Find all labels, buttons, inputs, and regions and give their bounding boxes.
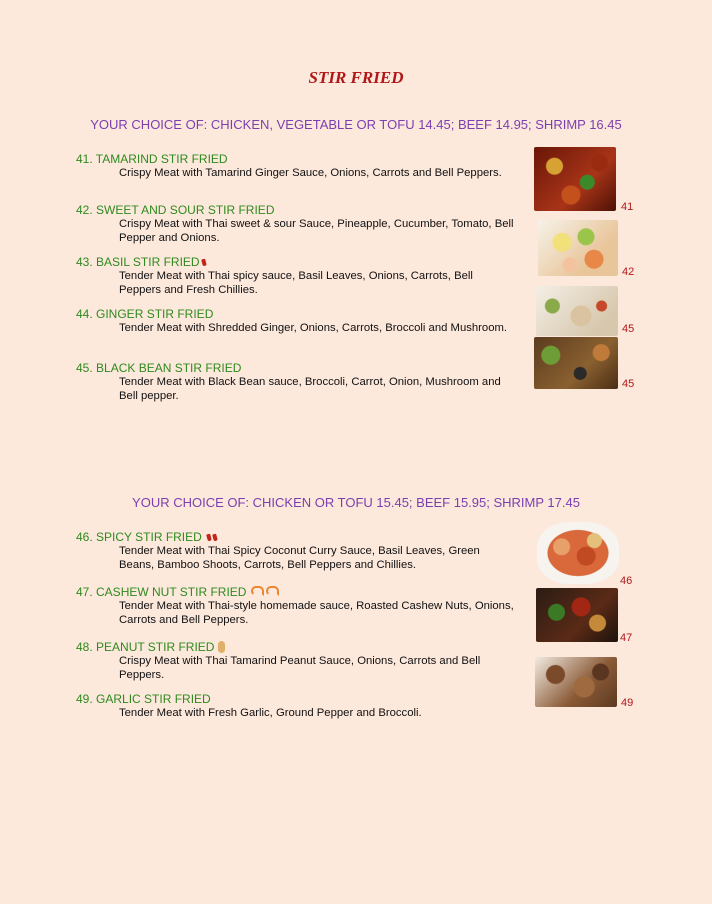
item-name: 43. BASIL STIR FRIED <box>76 255 200 269</box>
section2-price-choice: YOUR CHOICE OF: CHICKEN OR TOFU 15.45; BEEF 15.95; SHRIMP 17.45 <box>132 495 580 510</box>
item-name-row <box>76 585 516 599</box>
menu-item-47 <box>76 585 516 627</box>
pepper-icon <box>212 534 218 542</box>
shrimp-icon <box>266 586 279 596</box>
shrimp-icon <box>251 586 264 596</box>
dish-photo-46 <box>537 522 619 584</box>
item-name: 46. SPICY STIR FRIED <box>76 530 202 544</box>
item-name-row <box>76 530 516 544</box>
menu-item-46 <box>76 530 516 572</box>
menu-item-42 <box>76 203 516 245</box>
page-title: STIR FRIED <box>308 68 404 87</box>
dish-photo-47 <box>536 588 618 642</box>
item-name: 49. GARLIC STIR FRIED <box>76 692 211 706</box>
dish-photo-43 <box>536 286 618 336</box>
item-description: Crispy Meat with Thai sweet & sour Sauce, Pineapple, Cucumber, Tomato, Bell Pepper and Onions. <box>119 218 514 244</box>
item-name-row <box>76 255 516 269</box>
item-description: Tender Meat with Shredded Ginger, Onions, Carrots, Broccoli and Mushroom. <box>119 322 508 334</box>
item-name: 47. CASHEW NUT STIR FRIED <box>76 585 247 599</box>
item-name: 45. BLACK BEAN STIR FRIED <box>76 361 242 375</box>
item-description: Tender Meat with Thai Spicy Coconut Curry Sauce, Basil Leaves, Green Beans, Bamboo Shoots, Carrots, Bell Peppers and Chillies. <box>119 545 480 571</box>
menu-item-45 <box>76 361 516 403</box>
section1-price-choice: YOUR CHOICE OF: CHICKEN, VEGETABLE OR TOFU 14.45; BEEF 14.95; SHRIMP 16.45 <box>90 117 622 132</box>
item-description: Tender Meat with Black Bean sauce, Broccoli, Carrot, Onion, Mushroom and Bell pepper. <box>119 376 501 402</box>
photo-number: 41 <box>621 201 634 213</box>
item-description: Tender Meat with Fresh Garlic, Ground Pepper and Broccoli. <box>119 707 422 719</box>
item-description: Crispy Meat with Thai Tamarind Peanut Sauce, Onions, Carrots and Bell Peppers. <box>119 655 481 681</box>
photo-number: 49 <box>621 697 634 709</box>
dish-photo-48 <box>535 657 617 707</box>
menu-item-48 <box>76 640 516 682</box>
photo-number: 45 <box>622 323 635 335</box>
photo-number: 46 <box>620 575 633 587</box>
item-name: 44. GINGER STIR FRIED <box>76 307 214 321</box>
pepper-icon <box>206 534 212 542</box>
menu-item-44 <box>76 307 516 335</box>
item-name: 42. SWEET AND SOUR STIR FRIED <box>76 203 275 217</box>
item-name: 48. PEANUT STIR FRIED <box>76 640 215 654</box>
dish-photo-42 <box>538 220 618 276</box>
dish-photo-44 <box>534 337 618 389</box>
photo-number: 47 <box>620 632 633 644</box>
menu-item-41 <box>76 152 516 180</box>
pepper-icon <box>201 259 207 267</box>
dish-photo-41 <box>534 147 616 211</box>
item-description: Crispy Meat with Tamarind Ginger Sauce, Onions, Carrots and Bell Peppers. <box>119 167 502 179</box>
peanut-icon <box>218 641 225 653</box>
item-name: 41. TAMARIND STIR FRIED <box>76 152 228 166</box>
photo-number-45: 45 <box>622 378 635 390</box>
menu-item-49 <box>76 692 516 720</box>
photo-number: 42 <box>622 266 635 278</box>
item-description: Tender Meat with Thai-style homemade sauce, Roasted Cashew Nuts, Onions, Carrots and Bell Peppers. <box>119 600 514 626</box>
item-name-row <box>76 640 516 654</box>
menu-item-43 <box>76 255 516 297</box>
item-description: Tender Meat with Thai spicy sauce, Basil Leaves, Onions, Carrots, Bell Peppers and Fresh Chillies. <box>119 270 473 296</box>
